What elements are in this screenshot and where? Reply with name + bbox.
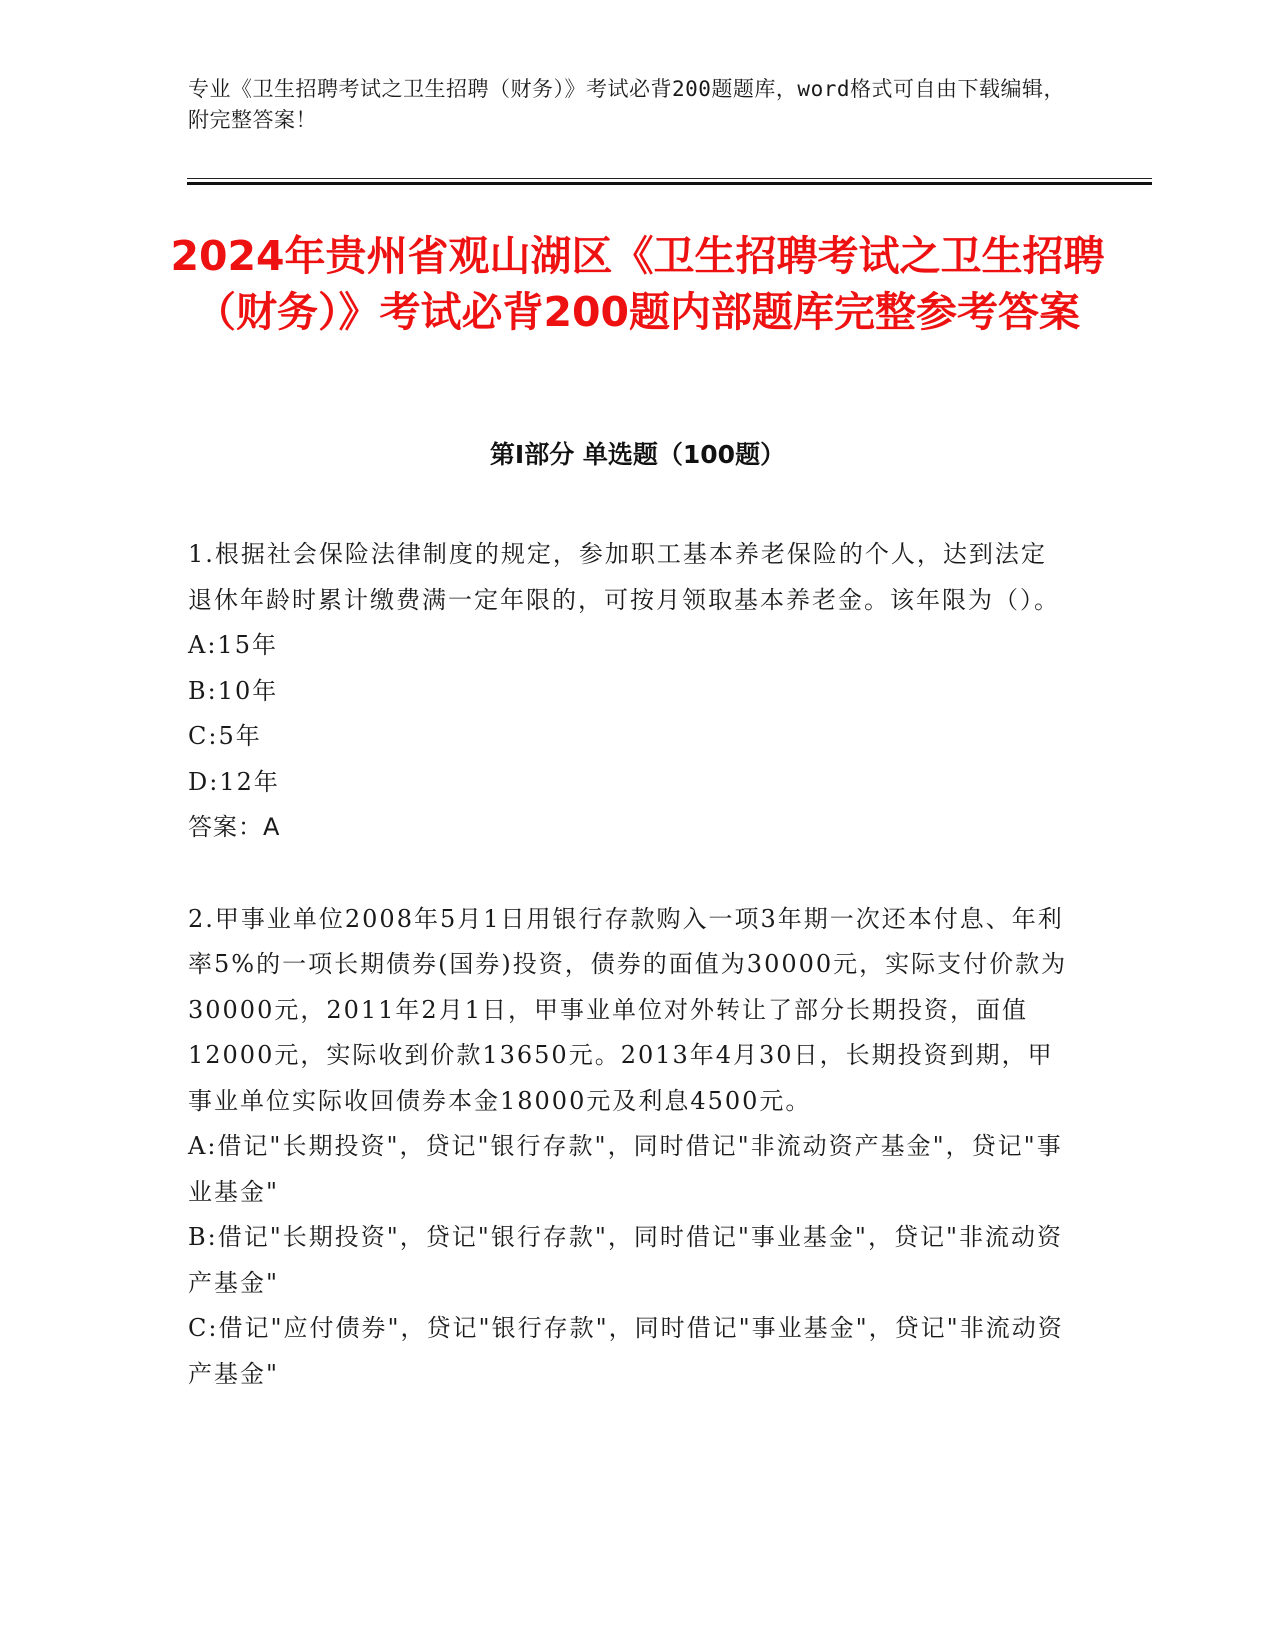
section-title: 第Ⅰ部分 单选题（100题）	[489, 440, 786, 469]
header-divider-thin	[187, 178, 1152, 179]
question-2	[188, 897, 1068, 1398]
question-spacer	[188, 851, 1068, 897]
option-d: D:12年	[188, 767, 280, 796]
header-note: 专业《卫生招聘考试之卫生招聘（财务）》考试必背200题题库，word格式可自由下载编辑，附完整答案！	[188, 77, 1065, 132]
option-c: C:借记"应付债券"，贷记"银行存款"，同时借记"事业基金"，贷记"非流动资产基金"	[188, 1314, 1064, 1388]
question-list	[188, 532, 1068, 1397]
question-stem: 1.根据社会保险法律制度的规定，参加职工基本养老保险的个人，达到法定退休年龄时累计缴费满一定年限的，可按月领取基本养老金。该年限为（）。	[188, 540, 1060, 614]
option-c: C:5年	[188, 722, 262, 750]
option-a: A:借记"长期投资"，贷记"银行存款"，同时借记"非流动资产基金"，贷记"事业基金"	[188, 1132, 1063, 1206]
option-b: B:借记"长期投资"，贷记"银行存款"，同时借记"事业基金"，贷记"非流动资产基金"	[188, 1223, 1063, 1297]
answer: 答案：A	[188, 813, 281, 841]
question-1	[188, 532, 1068, 851]
question-stem: 2.甲事业单位2008年5月1日用银行存款购入一项3年期一次还本付息、年利率5%的一项长期债券(国券)投资，债券的面值为30000元，实际支付价款为30000元，2011年2月1日，甲事业单位对外转让了部分长期投资，面值12000元，实际收到价款13650元。2013年4月30日，长期投资到期，甲事业单位实际收回债券本金18000元及利息4500元。	[188, 904, 1068, 1115]
option-b: B:10年	[188, 676, 279, 705]
document-title: 2024年贵州省观山湖区《卫生招聘考试之卫生招聘（财务）》考试必背200题内部题库完整参考答案	[170, 232, 1105, 336]
header-divider-thick	[187, 182, 1152, 185]
option-a: A:15年	[188, 631, 278, 659]
